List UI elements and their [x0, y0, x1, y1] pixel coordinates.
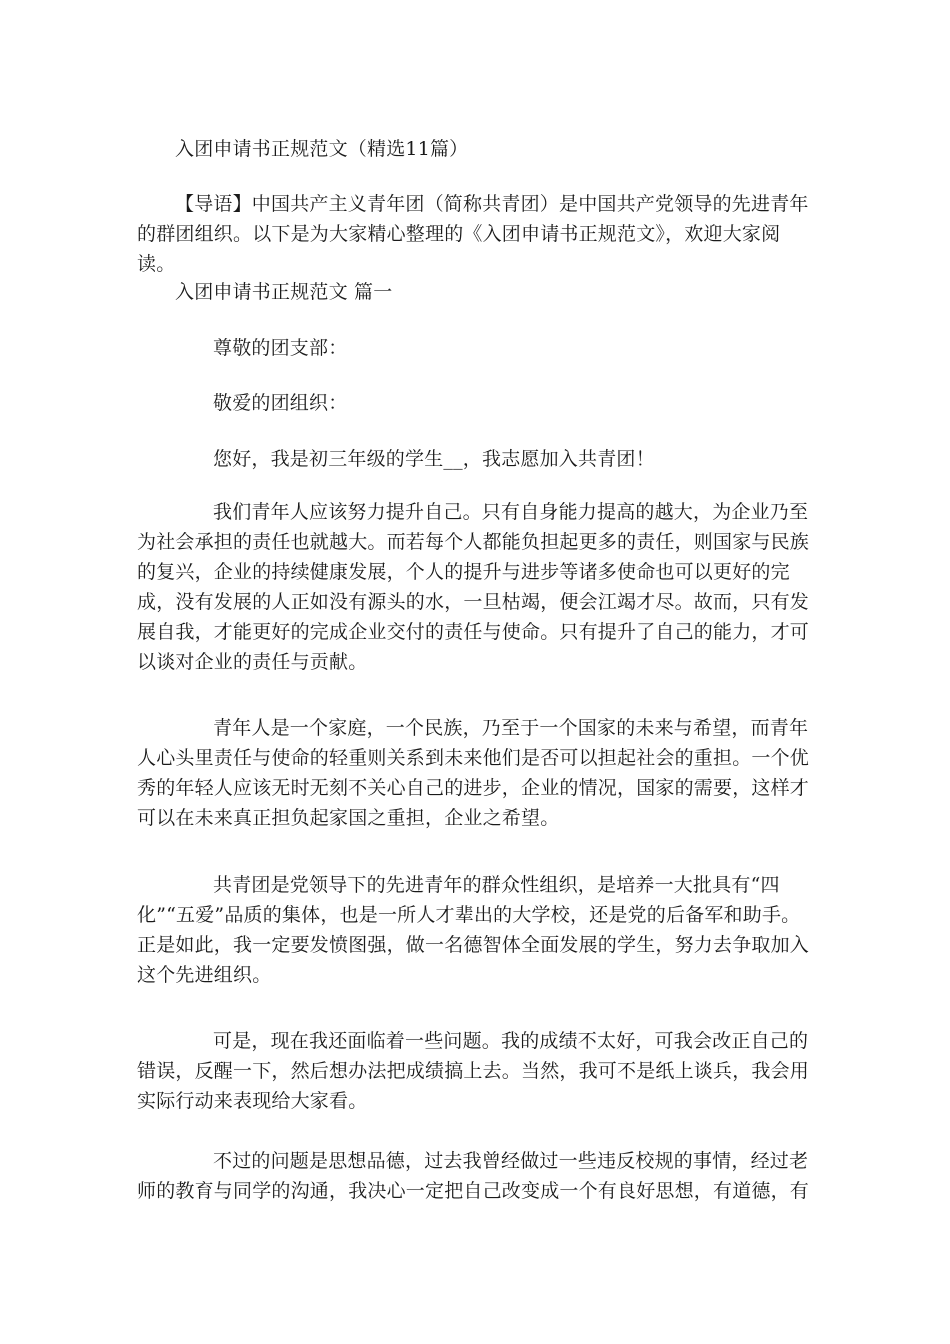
body-paragraph: 青年人是一个家庭，一个民族，乃至于一个国家的未来与希望，而青年人心头里责任与使命的轻重则关系到未来他们是否可以担起社会的重担。一个优秀的年轻人应该无时无刻不关心自己的进步，企业的情况，国家的需要，这样才可以在未来真正担负起家国之重担，企业之希望。	[137, 717, 810, 829]
section-title: 入团申请书正规范文 篇一	[175, 281, 393, 303]
lead-paragraph: 【导语】中国共产主义青年团（简称共青团）是中国共产党领导的先进青年的群团组织。以下是为大家精心整理的《入团申请书正规范文》，欢迎大家阅读。	[137, 193, 809, 275]
salutation-branch: 尊敬的团支部：	[213, 337, 348, 359]
salutation-organization: 敬爱的团组织：	[213, 392, 348, 414]
body-paragraph: 我们青年人应该努力提升自己。只有自身能力提高的越大，为企业乃至为社会承担的责任也就越大。而若每个人都能负担起更多的责任，则国家与民族的复兴，企业的持续健康发展，个人的提升与进步等诸多使命也可以更好的完成，没有发展的人正如没有源头的水，一旦枯竭，便会江竭才尽。故而，只有发展自我，才能更好的完成企业交付的责任与使命。只有提升了自己的能力，才可以谈对企业的责任与贡献。	[137, 501, 810, 673]
body-paragraph: 不过的问题是思想品德，过去我曾经做过一些违反校规的事情，经过老师的教育与同学的沟通，我决心一定把自己改变成一个有良好思想，有道德，有	[137, 1150, 810, 1202]
greeting-line: 您好，我是初三年级的学生__，我志愿加入共青团！	[213, 448, 655, 470]
body-paragraph: 共青团是党领导下的先进青年的群众性组织，是培养一大批具有“四化”“五爱”品质的集体，也是一所人才辈出的大学校，还是党的后备军和助手。正是如此，我一定要发愤图强，做一名德智体全面发展的学生，努力去争取加入这个先进组织。	[137, 874, 810, 986]
document-title: 入团申请书正规范文（精选11篇）	[175, 138, 469, 160]
body-paragraph: 可是，现在我还面临着一些问题。我的成绩不太好，可我会改正自己的错误，反醒一下，然后想办法把成绩搞上去。当然，我可不是纸上谈兵，我会用实际行动来表现给大家看。	[137, 1030, 810, 1112]
